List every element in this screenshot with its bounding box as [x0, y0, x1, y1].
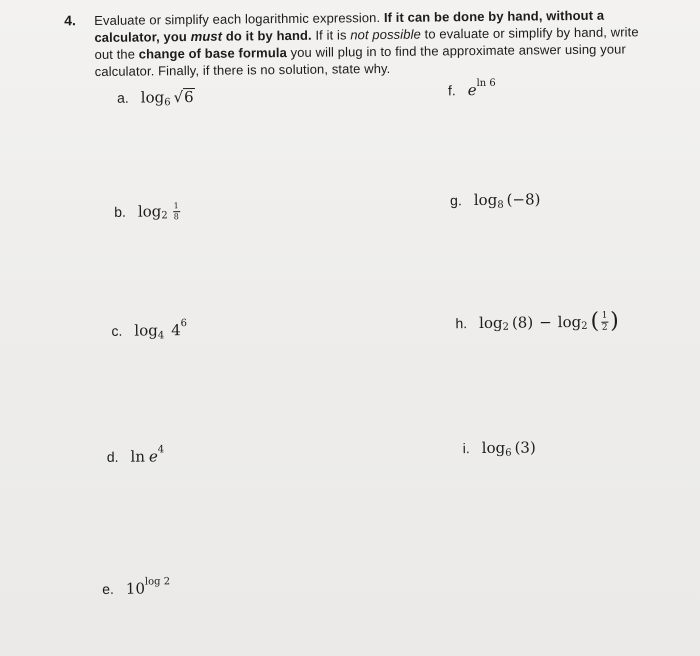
item-b — [114, 201, 182, 221]
item-i-expression: log 6 (3) — [481, 438, 536, 459]
item-c — [111, 317, 188, 341]
item-g-label: g. — [450, 192, 462, 209]
item-i — [463, 438, 536, 457]
question-number: 4. — [64, 12, 76, 29]
sqrt-symbol: √ 6 — [173, 87, 194, 107]
item-f-expression: e ln 6 — [467, 77, 496, 100]
item-d — [106, 443, 165, 466]
item-f-label: f. — [447, 82, 456, 99]
item-e-label: e. — [102, 580, 114, 597]
item-f — [447, 77, 496, 100]
item-c-label: c. — [111, 322, 123, 339]
question-instructions: Evaluate or simplify each logarithmic expression. If it can be done by hand, without a calculator, you must do it by hand. If it is not possible to evaluate or simplify by hand, write out the change of base formula you will plug in to find the approximate answer using your calculator. Finally, if there is no solution, state why. — [94, 7, 639, 80]
item-h-label: h. — [455, 314, 468, 331]
item-d-expression: ln e 4 — [130, 443, 165, 466]
item-h-expression: log 2 (8) − log 2 ( $\frac{1}{2}$ ) — [478, 308, 619, 334]
item-a-expression: log 6 √ 6 — [140, 87, 194, 108]
item-i-label: i. — [462, 440, 470, 457]
item-c-expression: log 4 4 6 — [134, 317, 188, 341]
item-g — [450, 190, 541, 209]
item-e-expression: 10 log 2 — [125, 575, 171, 598]
fraction: $\frac{1}{8}$ — [173, 201, 179, 222]
item-a-label: a. — [116, 89, 129, 106]
item-d-label: d. — [106, 448, 119, 465]
item-a — [117, 88, 195, 107]
item-e — [102, 575, 171, 598]
parenthesized-fraction: ( $\frac{1}{2}$ ) — [590, 308, 619, 334]
item-g-expression: log 8 (−8) — [473, 190, 541, 211]
item-h — [455, 309, 619, 336]
item-b-expression: log 2 $\frac{1}{8}$ — [137, 201, 179, 222]
item-b-label: b. — [114, 203, 126, 220]
